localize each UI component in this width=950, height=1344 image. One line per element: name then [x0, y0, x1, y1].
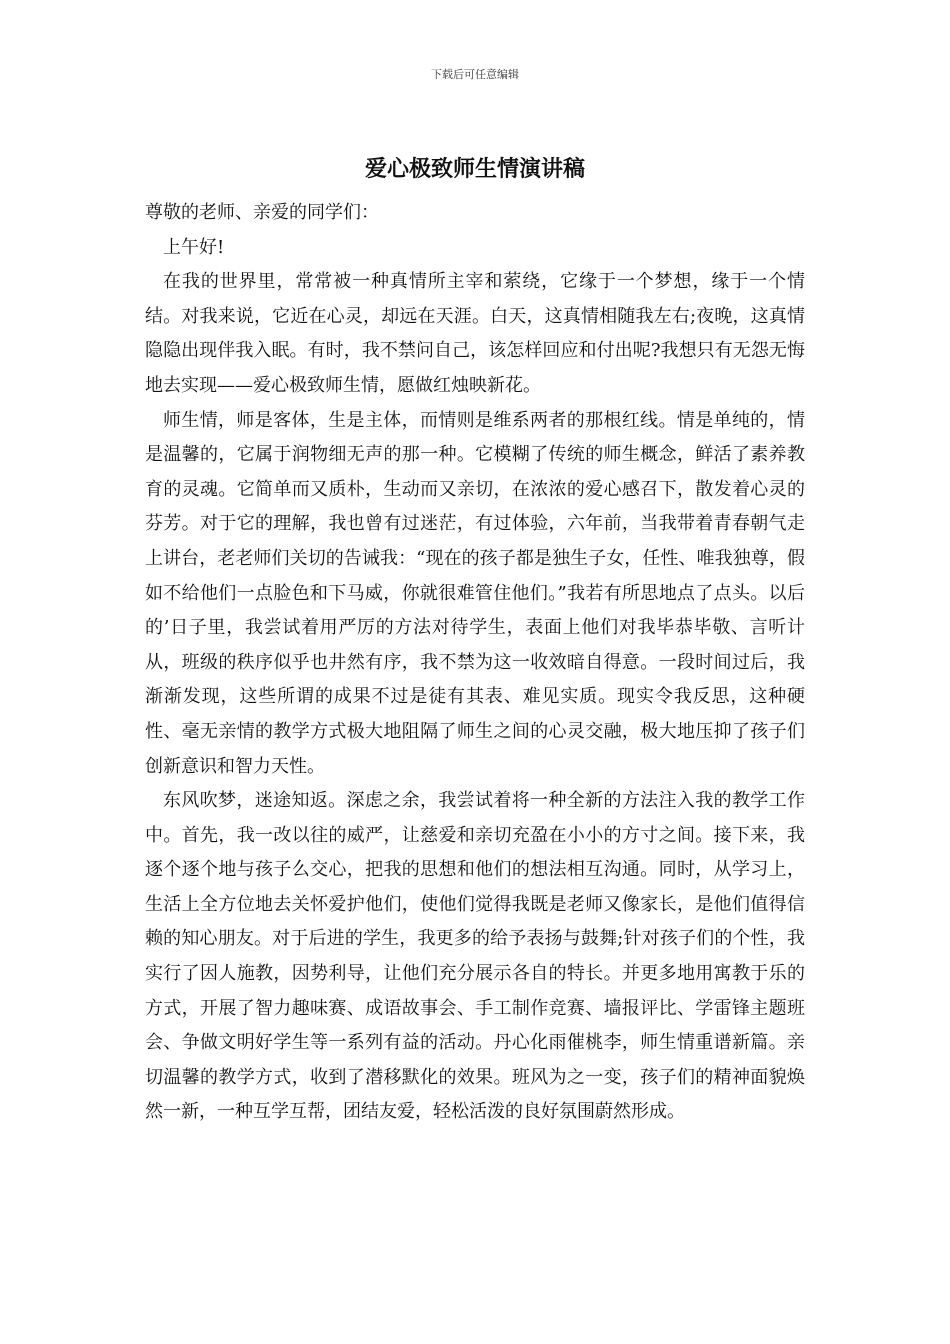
paragraph: 东风吹梦，迷途知返。深虑之余，我尝试着将一种全新的方法注入我的教学工作中。首先，我一改以往的威严，让慈爱和亲切充盈在小小的方寸之间。接下来，我逐个逐个地与孩子么交心，把我的思想和他们的想法相互沟通。同时，从学习上，生活上全方位地去关怀爱护他们，使他们觉得我既是老师又像家长，是他们值得信赖的知心朋友。对于后进的学生，我更多的给予表扬与鼓舞;针对孩子们的个性，我实行了因人施教，因势利导，让他们充分展示各自的特长。并更多地用寓教于乐的方式，开展了智力趣味赛、成语故事会、手工制作竞赛、墙报评比、学雷锋主题班会、争做文明好学生等一系列有益的活动。丹心化雨催桃李，师生情重谱新篇。亲切温馨的教学方式，收到了潜移默化的效果。班风为之一变，孩子们的精神面貌焕然一新，一种互学互帮，团结友爱，轻松活泼的良好氛围蔚然形成。 — [145, 790, 805, 1123]
paragraph: 上午好! — [163, 236, 225, 258]
header-note: 下载后可任意编辑 — [431, 68, 519, 81]
paragraph: 在我的世界里，常常被一种真情所主宰和萦绕，它缘于一个梦想，缘于一个情结。对我来说，它近在心灵，却远在天涯。白天，这真情相随我左右;夜晚，这真情隐隐出现伴我入眠。有时，我不禁问自己，该怎样回应和付出呢?我想只有无怨无悔地去实现——爱心极致师生情，愿做红烛映新花。 — [145, 271, 805, 396]
document-title: 爱心极致师生情演讲稿 — [364, 156, 585, 182]
salutation: 尊敬的老师、亲爱的同学们： — [145, 202, 379, 223]
paragraph: 师生情，师是客体，生是主体，而情则是维系两者的那根红线。情是单纯的，情是温馨的，它属于润物细无声的那一种。它模糊了传统的师生概念，鲜活了素养教育的灵魂。它简单而又质朴，生动而又亲切，在浓浓的爱心感召下，散发着心灵的芬芳。对于它的理解，我也曾有过迷茫，有过体验，六年前，当我带着青春朝气走上讲台，老老师们关切的告诫我：“现在的孩子都是独生子女，任性、唯我独尊，假如不给他们一点脸色和下马威，你就很难管住他们。”我若有所思地点了点头。以后的’日子里，我尝试着用严厉的方法对待学生，表面上他们对我毕恭毕敬、言听计从，班级的秩序似乎也井然有序，我不禁为这一收效暗自得意。一段时间过后，我渐渐发现，这些所谓的成果不过是徒有其表、难见实质。现实令我反思，这种硬性、毫无亲情的教学方式极大地阻隔了师生之间的心灵交融，极大地压抑了孩子们创新意识和智力天性。 — [145, 409, 805, 777]
document-body — [145, 196, 805, 1130]
